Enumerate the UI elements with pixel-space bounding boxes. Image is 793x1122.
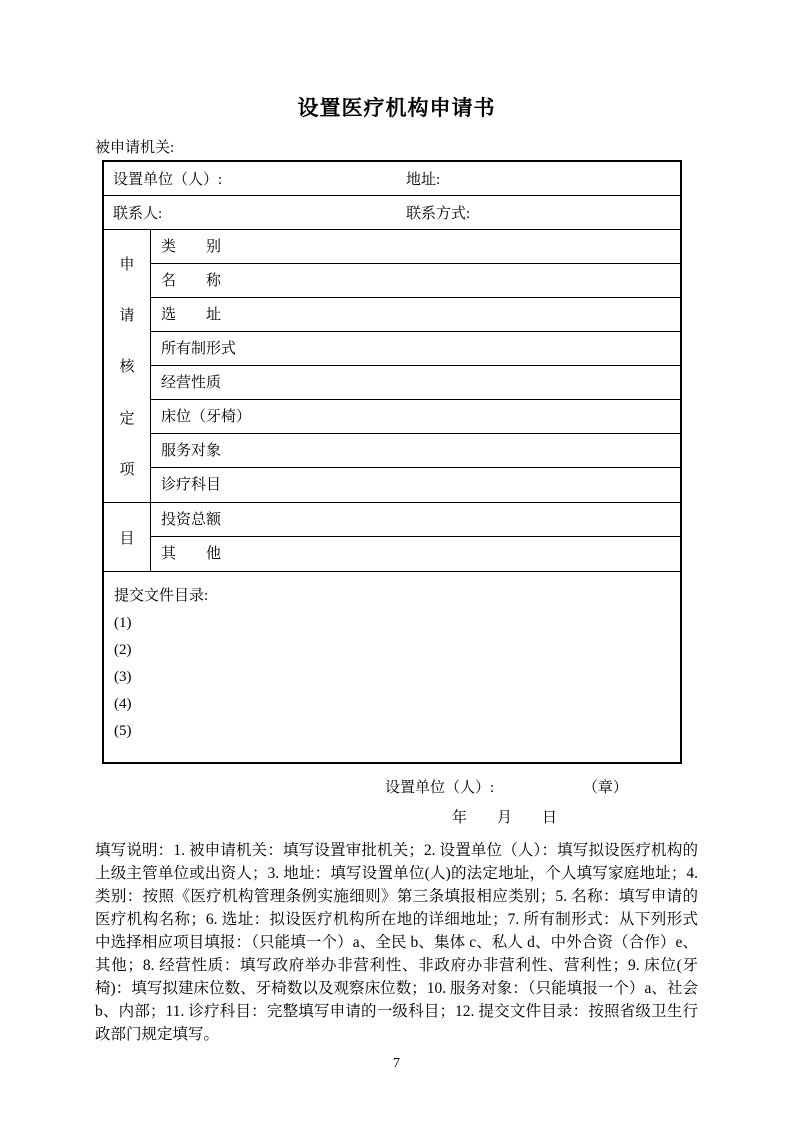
item-row-total-investment: 投资总额	[151, 503, 680, 537]
doc-item-3: (3)	[114, 669, 132, 685]
item-row-other: 其 他	[161, 546, 222, 562]
vertical-label-char: 目	[119, 530, 135, 547]
doc-item-4: (4)	[114, 696, 132, 712]
sign-unit-label: 设置单位（人）:	[385, 780, 495, 796]
application-form-table	[102, 160, 682, 764]
item-row-name: 名 称	[151, 264, 680, 298]
doc-item-2: (2)	[114, 642, 132, 658]
approval-items-block-bottom	[104, 503, 680, 572]
vertical-label-char: 核	[119, 359, 135, 376]
doc-item-1: (1)	[114, 615, 132, 631]
field-label-unit: 设置单位（人）:	[113, 172, 223, 188]
vertical-section-label-top	[104, 230, 151, 502]
item-row-medical-subjects: 诊疗科目	[161, 477, 222, 493]
item-row-service-target: 服务对象	[151, 434, 680, 468]
approval-items-list-top	[151, 230, 680, 502]
page-number: 7	[393, 1056, 400, 1071]
item-row-category: 类 别	[151, 230, 680, 264]
vertical-label-char: 申	[119, 257, 135, 274]
field-label-contact-method: 联系方式:	[406, 206, 471, 222]
field-label-contact: 联系人:	[113, 206, 163, 222]
vertical-label-char: 定	[119, 410, 135, 427]
item-row-operation-nature: 经营性质	[151, 366, 680, 400]
documents-label: 提交文件目录:	[114, 588, 209, 604]
doc-item-5: (5)	[114, 723, 132, 739]
header-row-contact	[104, 196, 680, 230]
page-title: 设置医疗机构申请书	[297, 97, 496, 120]
vertical-section-label-bottom	[104, 503, 151, 571]
instructions-text: 填写说明：1. 被申请机关：填写设置审批机关；2. 设置单位（人）：填写拟设医疗机构的上级主管单位或出资人；3. 地址：填写设置单位(人)的法定地址，个人填写家庭地址；4. 类别：按照《医疗机构管理条例实施细则》第三条填报相应类别；5. 名称：填写申请的医疗机构名称；6. 选址：拟设医疗机构所在地的详细地址；7. 所有制形式：从下列形式中选择相应项目填报：（只能填一个）a、全民 b、集体 c、私人 d、中外合资（合作）e、其他；8. 经营性质：填写政府举办非营利性、非政府办非营利性、营利性；9. 床位(牙椅)：填写拟建床位数、牙椅数以及观察床位数；10. 服务对象：（只能填报一个）a、社会 b、内部；11. 诊疗科目：完整填写申请的一级科目；12. 提交文件目录：按照省级卫生行政部门规定填写。	[95, 842, 698, 1043]
vertical-label-char: 请	[119, 308, 135, 325]
approval-items-block-top	[104, 230, 680, 503]
signature-row	[0, 776, 793, 797]
field-label-address: 地址:	[406, 172, 441, 188]
item-row-ownership-form: 所有制形式	[151, 332, 680, 366]
header-row-unit-address	[104, 162, 680, 196]
documents-section	[104, 572, 680, 762]
item-row-beds-dental-chairs: 床位（牙椅）	[151, 400, 680, 434]
vertical-label-char: 项	[119, 461, 135, 478]
seal-label: （章）	[582, 780, 628, 796]
approval-items-list-bottom	[151, 503, 680, 571]
date-line: 年 月 日	[452, 810, 558, 826]
item-row-site: 选 址	[151, 298, 680, 332]
applicant-authority-label: 被申请机关:	[95, 140, 175, 156]
